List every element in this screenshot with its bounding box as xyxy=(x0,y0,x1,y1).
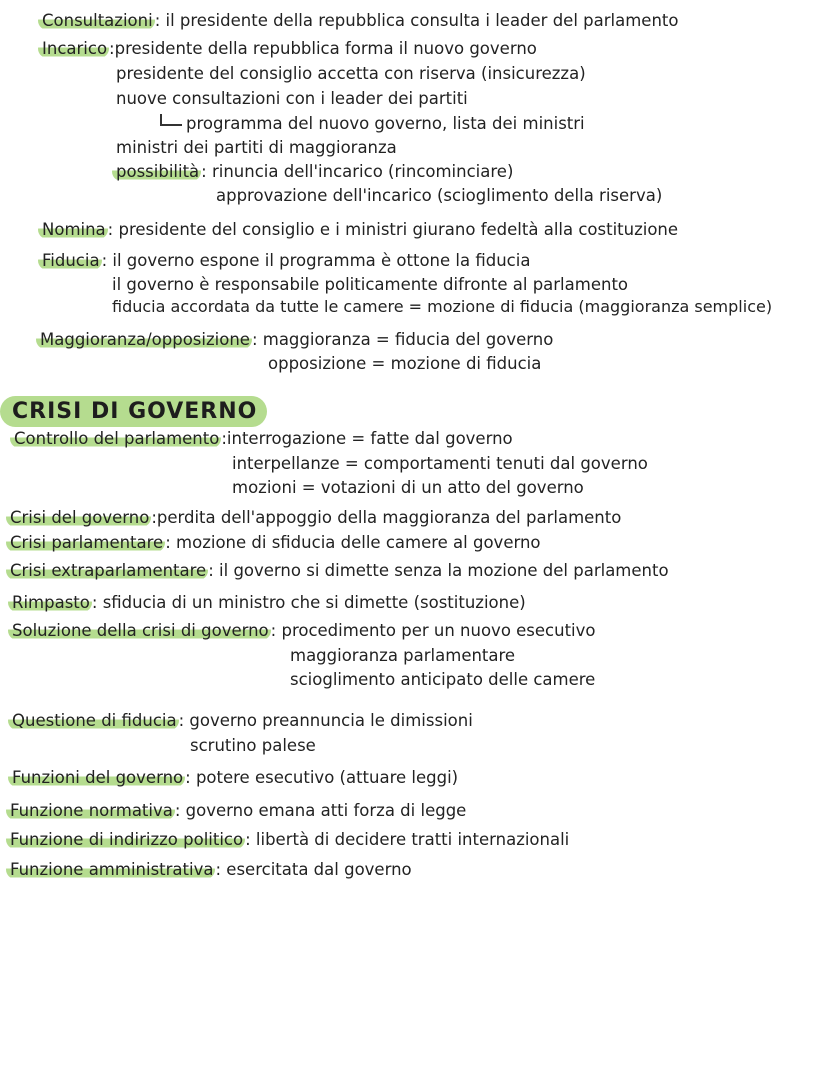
sep: : xyxy=(251,330,263,349)
def-incarico-3: nuove consultazioni con i leader dei partiti xyxy=(116,89,468,108)
sep: : xyxy=(221,429,227,448)
def-amministrativa: esercitata dal governo xyxy=(226,860,412,879)
def-possibilita-2: approvazione dell'incarico (scioglimento della riserva) xyxy=(216,186,663,205)
def-fiducia-1: il governo espone il programma è ottone la fiducia xyxy=(112,251,531,270)
def-funzioni: potere esecutivo (attuare leggi) xyxy=(195,768,459,787)
tree-branch-icon xyxy=(160,114,182,126)
sep: : xyxy=(109,39,115,58)
term-questione: Questione di fiducia xyxy=(8,711,179,730)
term-maggioranza: Maggioranza/opposizione xyxy=(36,330,252,349)
crisi-extra-line xyxy=(10,560,669,582)
def-crisi-extra: il governo si dimette senza la mozione del parlamento xyxy=(219,561,669,580)
funzioni-line xyxy=(12,767,458,789)
def-incarico-1: presidente della repubblica forma il nuovo governo xyxy=(114,39,537,58)
def-questione-2: scrutino palese xyxy=(190,736,316,755)
def-maggioranza-2: opposizione = mozione di fiducia xyxy=(268,354,542,373)
def-questione-1: governo preannuncia le dimissioni xyxy=(189,711,473,730)
sep: : xyxy=(165,533,177,552)
def-soluzione-1: procedimento per un nuovo esecutivo xyxy=(281,621,596,640)
sep: : xyxy=(201,162,212,181)
possibilita-line xyxy=(116,161,513,183)
tree-line xyxy=(160,113,585,135)
amministrativa-line xyxy=(10,859,412,881)
term-incarico: Incarico xyxy=(38,39,109,58)
indirizzo-line xyxy=(10,829,569,851)
sep: : xyxy=(174,801,186,820)
term-crisi-parlamentare: Crisi parlamentare xyxy=(6,533,165,552)
crisi-governo-line xyxy=(10,507,621,529)
def-rimpasto: sfiducia di un ministro che si dimette (sostituzione) xyxy=(102,593,526,612)
def-controllo-1: interrogazione = fatte dal governo xyxy=(226,429,513,448)
term-controllo: Controllo del parlamento xyxy=(10,429,221,448)
normativa-line xyxy=(10,800,466,822)
def-fiducia-3: fiducia accordata da tutte le camere = mozione di fiducia (maggioranza semplice) xyxy=(112,297,773,316)
term-normativa: Funzione normativa xyxy=(6,801,175,820)
maggioranza-line xyxy=(40,329,553,351)
sep: : xyxy=(185,768,196,787)
term-soluzione: Soluzione della crisi di governo xyxy=(8,621,271,640)
def-consultazioni: il presidente della repubblica consulta i leader del parlamento xyxy=(165,11,679,30)
soluzione-line xyxy=(12,620,596,642)
def-indirizzo: libertà di decidere tratti internazionali xyxy=(255,830,570,849)
term-crisi-governo: Crisi del governo xyxy=(6,508,151,527)
term-indirizzo: Funzione di indirizzo politico xyxy=(6,830,245,849)
questione-line xyxy=(12,710,473,732)
consultazioni-line xyxy=(42,10,678,32)
incarico-line xyxy=(42,38,537,60)
sep: : xyxy=(208,561,220,580)
controllo-line xyxy=(14,428,513,450)
def-possibilita-1: rinuncia dell'incarico (rincominciare) xyxy=(211,162,514,181)
def-maggioranza-1: maggioranza = fiducia del governo xyxy=(262,330,554,349)
def-controllo-3: mozioni = votazioni di un atto del governo xyxy=(232,478,584,497)
sep: : xyxy=(178,711,190,730)
def-soluzione-2: maggioranza parlamentare xyxy=(290,646,516,665)
def-fiducia-2: il governo è responsabile politicamente difronte al parlamento xyxy=(112,275,629,294)
crisi-parlamentare-line xyxy=(10,532,541,554)
def-controllo-2: interpellanze = comportamenti tenuti dal governo xyxy=(232,454,648,473)
term-funzioni: Funzioni del governo xyxy=(8,768,185,787)
section-title-crisi: CRISI DI GOVERNO xyxy=(0,396,267,427)
def-incarico-4: programma del nuovo governo, lista dei ministri xyxy=(186,114,585,133)
rimpasto-line xyxy=(12,592,526,614)
sep: : xyxy=(91,593,103,612)
sep: : xyxy=(270,621,282,640)
term-possibilita: possibilità xyxy=(112,162,201,181)
def-soluzione-3: scioglimento anticipato delle camere xyxy=(290,670,596,689)
def-crisi-governo: perdita dell'appoggio della maggioranza del parlamento xyxy=(156,508,622,527)
sep: : xyxy=(107,220,119,239)
sep: : xyxy=(101,251,113,270)
term-consultazioni: Consultazioni xyxy=(38,11,155,30)
sep: : xyxy=(154,11,166,30)
sep: : xyxy=(215,860,227,879)
term-rimpasto: Rimpasto xyxy=(8,593,92,612)
term-amministrativa: Funzione amministrativa xyxy=(6,860,215,879)
def-incarico-5: ministri dei partiti di maggioranza xyxy=(116,138,397,157)
term-nomina: Nomina xyxy=(38,220,108,239)
def-crisi-parlamentare: mozione di sfiducia delle camere al governo xyxy=(176,533,541,552)
nomina-line xyxy=(42,219,678,241)
sep: : xyxy=(151,508,157,527)
term-crisi-extra: Crisi extraparlamentare xyxy=(6,561,208,580)
sep: : xyxy=(245,830,256,849)
def-nomina: presidente del consiglio e i ministri giurano fedeltà alla costituzione xyxy=(118,220,679,239)
fiducia-line xyxy=(42,250,530,272)
def-incarico-2: presidente del consiglio accetta con riserva (insicurezza) xyxy=(116,64,586,83)
term-fiducia: Fiducia xyxy=(38,251,102,270)
def-normativa: governo emana atti forza di legge xyxy=(185,801,467,820)
